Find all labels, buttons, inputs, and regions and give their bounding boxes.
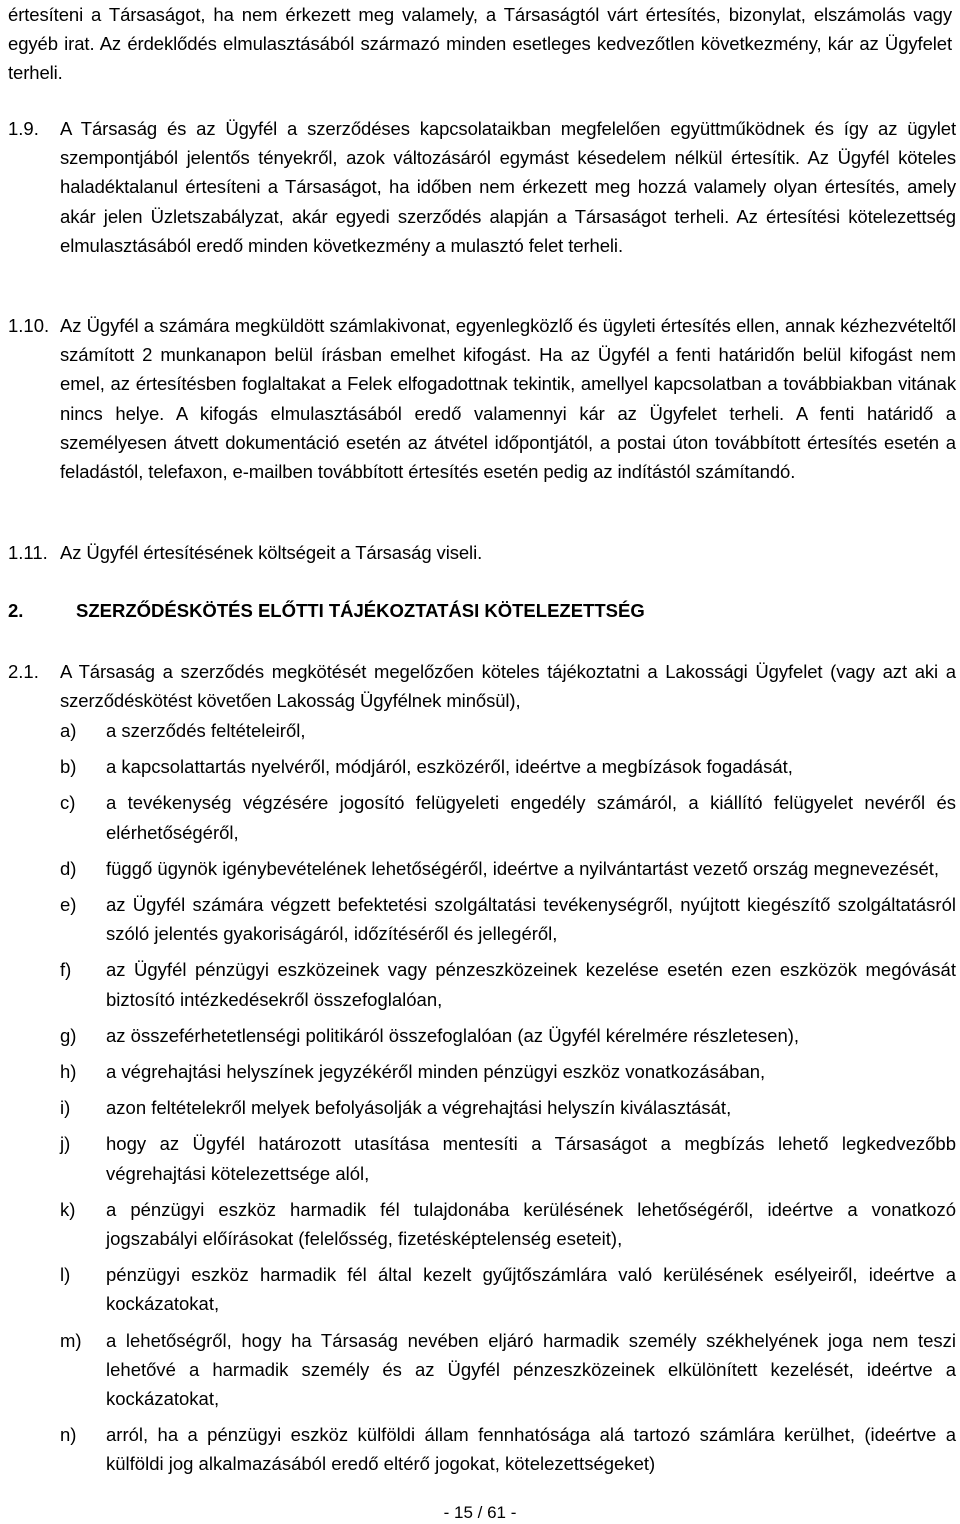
list-item-label: k) (60, 1198, 76, 1220)
list-item-label: e) (60, 894, 77, 916)
section-number-1-9: 1.9. (8, 118, 39, 139)
list-item-label: h) (60, 1061, 77, 1083)
list-item-label: m) (60, 1329, 82, 1351)
list-item (60, 752, 956, 781)
section-number-1-11: 1.11. (8, 542, 48, 563)
list-item-text: arról, ha a pénzügyi eszköz külföldi állam fennhatósága alá tartozó számlára kerülhet, (ideértve a külföldi jog alkalmazásából eredő eltérő jogokat, kötelezettségeket) (106, 1424, 956, 1475)
list-item-text: a kapcsolattartás nyelvéről, módjáról, eszközéről, ideértve a megbízások fogadását, (106, 756, 793, 778)
list-item-text: a szerződés feltételeiről, (106, 720, 306, 741)
list-item-text: az Ügyfél számára végzett befektetési szolgáltatási tevékenységről, nyújtott kiegészítő szolgáltatásról szóló jelentés gyakoriságáról, időzítéséről és jellegéről, (106, 894, 956, 945)
list-item-text: hogy az Ügyfél határozott utasítása mentesíti a Társaságot a megbízás lehető legkedvezőbb végrehajtási kötelezettsége alól, (106, 1133, 956, 1184)
list-item (60, 716, 956, 745)
section-number-2-1: 2.1. (8, 661, 39, 682)
list-item-text: azon feltételekről melyek befolyásolják a végrehajtási helyszín kiválasztását, (106, 1097, 732, 1119)
list-item-text: a pénzügyi eszköz harmadik fél tulajdonába kerülésének lehetőségéről, ideértve a vonatkozó jogszabályi előírásokat (felelősség, fizetésképtelenség eseteit), (106, 1198, 956, 1250)
list-item (60, 1129, 956, 1187)
list-item-label: b) (60, 756, 77, 778)
list-item-label: d) (60, 857, 77, 879)
list-item (60, 1260, 956, 1318)
list-item (60, 788, 956, 846)
list-item (60, 1057, 956, 1086)
list-item-label: g) (60, 1024, 77, 1046)
section-text-1-10: Az Ügyfél a számára megküldött számlakivonat, egyenlegközlő és ügyleti értesítés ellen, annak kézhezvételtől számított 2 munkanapon belül írásban emelhet kifogást. Ha az Ügyfél a fenti határidőn belül kifogást nem emel, az értesítésben foglaltakat a Felek elfogadottnak tekintik, amellyel kapcsolatban a továbbiakban vitának nincs helye. A kifogás elmulasztásából eredő valamennyi kár az Ügyfelet terheli. A fenti határidő a személyesen átvett dokumentáció esetén az átvétel időpontjától, a postai úton továbbított értesítés esetén a feladástól, telefaxon, e-mailben továbbított értesítés esetén pedig az indítástól számítandó. (60, 315, 956, 483)
list-item-label: f) (60, 959, 72, 981)
list-item (60, 854, 956, 883)
list-item (60, 890, 956, 948)
page-number: - 15 / 61 - (443, 1503, 517, 1522)
list-item (60, 1021, 956, 1050)
list-item (60, 1420, 956, 1478)
list-item-label: a) (60, 720, 77, 741)
list-item (60, 1326, 956, 1414)
list-item-label: l) (60, 1264, 71, 1286)
section-text-2-1: A Társaság a szerződés megkötését megelőzően köteles tájékoztatni a Lakossági Ügyfelet (vagy azt aki a szerződéskötést követően Lakosság Ügyfélnek minősül), (60, 661, 956, 712)
chapter-number: 2. (8, 600, 24, 621)
list-item-text: függő ügynök igénybevételének lehetőségéről, ideértve a nyilvántartást vezető ország megnevezését, (106, 857, 940, 879)
list-item-text: a lehetőségről, hogy ha Társaság nevében eljáró harmadik személy székhelyének joga nem teszi lehetővé a harmadik személy és az Ügyfél pénzeszközeinek elkülönített kezelését, ideértve a kockázatokat, (106, 1329, 956, 1410)
list-item-label: n) (60, 1424, 77, 1446)
list-item (60, 1195, 956, 1253)
intro-paragraph: értesíteni a Társaságot, ha nem érkezett meg valamely, a Társaságtól várt értesítés, bizonylat, elszámolás vagy egyéb irat. Az érdeklődés elmulasztásából származó minden esetleges kedvezőtlen következmény, kár az Ügyfelet terheli. (8, 4, 952, 84)
list-item-text: a tevékenység végzésére jogosító felügyeleti engedély számáról, a kiállító felügyelet nevéről és elérhetőségéről, (106, 792, 956, 843)
list-item-label: c) (60, 792, 76, 814)
list-item-text: az összeférhetetlenségi politikáról összefoglalóan (az Ügyfél kérelmére részletesen), (106, 1024, 800, 1046)
section-number-1-10: 1.10. (8, 315, 50, 336)
list-item (60, 1093, 956, 1122)
list-item-label: i) (60, 1097, 71, 1119)
requirement-list (60, 716, 956, 1486)
list-item (60, 955, 956, 1013)
section-text-1-11: Az Ügyfél értesítésének költségeit a Társaság viseli. (60, 542, 483, 563)
list-item-text: pénzügyi eszköz harmadik fél által kezelt gyűjtőszámlára való kerülésének esélyeiről, ideértve a kockázatokat, (106, 1264, 956, 1315)
list-item-label: j) (60, 1133, 71, 1155)
list-item-text: a végrehajtási helyszínek jegyzékéről minden pénzügyi eszköz vonatkozásában, (106, 1061, 766, 1083)
section-text-1-9: A Társaság és az Ügyfél a szerződéses kapcsolataikban megfelelően együttműködnek és így az ügylet szempontjából jelentős tényekről, azok változásáról egymást késedelem nélkül értesítik. Az Ügyfél köteles haladéktalanul értesíteni a Társaságot, ha időben nem érkezett meg hozzá valamely olyan értesítés, amely akár jelen Üzletszabályzat, akár egyedi szerződés alapján a Társaságot terheli. Az értesítési kötelezettség elmulasztásából eredő minden következmény a mulasztó felet terheli. (60, 118, 956, 256)
list-item-text: az Ügyfél pénzügyi eszközeinek vagy pénzeszközeinek kezelése esetén ezen eszközök megóvását biztosító intézkedésekről összefoglalóan, (106, 959, 956, 1010)
chapter-title: SZERZŐDÉSKÖTÉS ELŐTTI TÁJÉKOZTATÁSI KÖTELEZETTSÉG (76, 600, 645, 621)
